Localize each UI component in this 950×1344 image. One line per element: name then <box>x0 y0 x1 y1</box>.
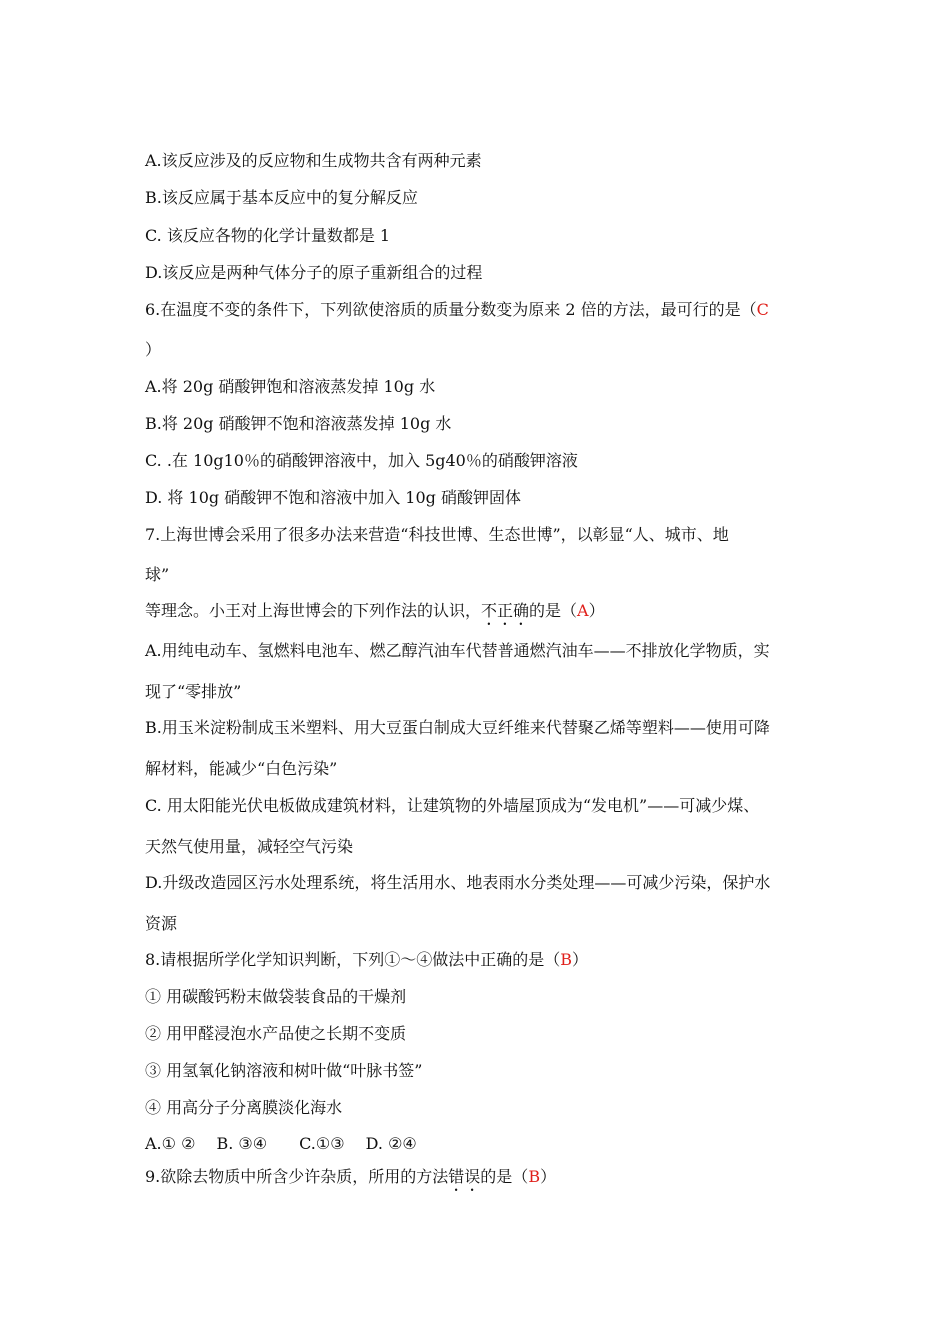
text: ③ 用氢氧化钠溶液和树叶做“叶脉书签” <box>145 1061 423 1080</box>
option-7d <box>145 872 770 894</box>
emphasis-text: 错误 <box>448 1167 481 1186</box>
question-text: 6.在温度不变的条件下，下列欲使溶质的质量分数变为原来 2 倍的方法，最可行的是（ <box>145 300 757 319</box>
question-text: 7.上海世博会采用了很多办法来营造“科技世博、生态世博”，以彰显“人、城市、地 <box>145 525 729 544</box>
option-7c-cont <box>145 836 353 858</box>
option-5d <box>145 262 482 284</box>
option-6d <box>145 487 521 509</box>
question-7-stem <box>145 600 605 629</box>
answer-mark: B <box>528 1167 541 1186</box>
text: B.将 20g 硝酸钾不饱和溶液蒸发掉 10g 水 <box>145 414 452 433</box>
question-7-cont <box>145 564 169 586</box>
text: 的是（ <box>480 1167 529 1186</box>
option-7a-cont <box>145 681 241 703</box>
emphasis-text: 不正确 <box>481 601 530 620</box>
text: ） <box>588 601 605 620</box>
text: C. 用太阳能光伏电板做成建筑材料，让建筑物的外墙屋顶成为“发电机”——可减少煤、 <box>145 796 760 815</box>
text: ） <box>145 340 162 359</box>
item-8-4 <box>145 1097 342 1119</box>
text: A.用纯电动车、氢燃料电池车、燃乙醇汽油车代替普通燃汽油车——不排放化学物质，实 <box>145 641 770 660</box>
text: B.该反应属于基本反应中的复分解反应 <box>145 188 418 207</box>
question-6-close <box>145 339 161 361</box>
text: ） <box>572 950 589 969</box>
text: A.① ② B. ③④ C.①③ D. ②④ <box>145 1134 417 1153</box>
options-8 <box>145 1133 417 1155</box>
text: 天然气使用量，减轻空气污染 <box>145 837 354 856</box>
question-text: 9.欲除去物质中所含少许杂质，所用的方法 <box>145 1167 449 1186</box>
text: ） <box>540 1167 557 1186</box>
text: 的是（ <box>529 601 578 620</box>
item-8-3 <box>145 1060 422 1082</box>
text: 球” <box>145 565 170 584</box>
answer-mark: A <box>577 601 589 620</box>
answer-mark: C <box>756 300 769 319</box>
text: ② 用甲醛浸泡水产品使之长期不变质 <box>145 1024 407 1043</box>
question-8 <box>145 949 588 971</box>
text: B.用玉米淀粉制成玉米塑料、用大豆蛋白制成大豆纤维来代替聚乙烯等塑料——使用可降 <box>145 718 770 737</box>
text: A.该反应涉及的反应物和生成物共含有两种元素 <box>145 151 482 170</box>
option-7d-cont <box>145 913 177 935</box>
question-9 <box>145 1166 556 1195</box>
text: C. 该反应各物的化学计量数都是 1 <box>145 226 391 245</box>
option-6a <box>145 376 435 398</box>
option-7b-cont <box>145 758 337 780</box>
answer-mark: B <box>560 950 573 969</box>
text: D. 将 10g 硝酸钾不饱和溶液中加入 10g 硝酸钾固体 <box>145 488 521 507</box>
text: 解材料，能减少“白色污染” <box>145 759 338 778</box>
option-6b <box>145 413 451 435</box>
option-5a <box>145 150 482 172</box>
option-5b <box>145 187 418 209</box>
question-7 <box>145 524 729 546</box>
text: 现了“零排放” <box>145 682 242 701</box>
item-8-2 <box>145 1023 406 1045</box>
text: ④ 用高分子分离膜淡化海水 <box>145 1098 343 1117</box>
text: 等理念。小王对上海世博会的下列作法的认识， <box>145 601 482 620</box>
text: ① 用碳酸钙粉末做袋装食品的干燥剂 <box>145 987 407 1006</box>
text: D.升级改造园区污水处理系统，将生活用水、地表雨水分类处理——可减少污染，保护水 <box>145 873 771 892</box>
option-7a <box>145 640 770 662</box>
text: A.将 20g 硝酸钾饱和溶液蒸发掉 10g 水 <box>145 377 436 396</box>
option-7c <box>145 795 759 817</box>
text: 资源 <box>145 914 178 933</box>
text: D.该反应是两种气体分子的原子重新组合的过程 <box>145 263 483 282</box>
question-6 <box>145 299 769 321</box>
question-text: 8.请根据所学化学知识判断，下列①～④做法中正确的是（ <box>145 950 561 969</box>
option-5c <box>145 225 390 247</box>
option-7b <box>145 717 770 739</box>
option-6c <box>145 450 578 472</box>
text: C. .在 10g10％的硝酸钾溶液中，加入 5g40％的硝酸钾溶液 <box>145 451 578 470</box>
item-8-1 <box>145 986 406 1008</box>
